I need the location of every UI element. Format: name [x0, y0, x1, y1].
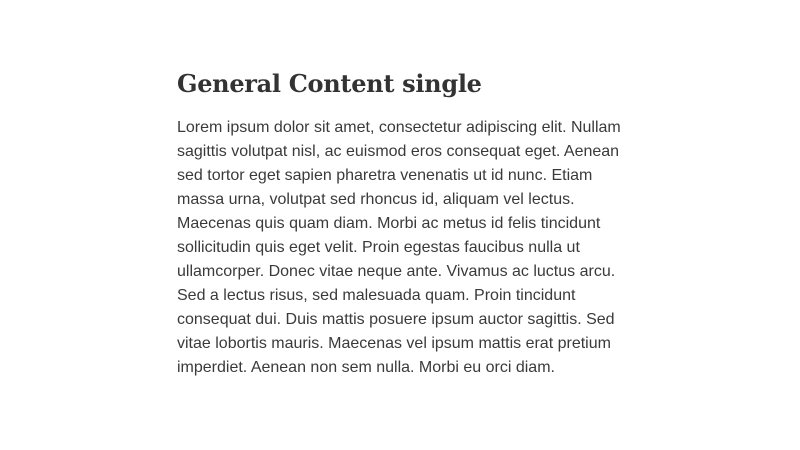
article-body: Lorem ipsum dolor sit amet, consectetur adipiscing elit. Nullam sagittis volutpat nisl, ac euismod eros consequat eget. Aenean sed tortor eget sapien pharetra venenatis ut id nunc. Etiam massa urna, volutpat sed rhoncus id, aliquam vel lectus. Maecenas quis quam diam. Morbi ac metus id felis tincidunt sollicitudin quis eget velit. Proin egestas faucibus nulla ut ullamcorper. Donec vitae neque ante. Vivamus ac luctus arcu. Sed a lectus risus, sed malesuada quam. Proin tincidunt consequat dui. Duis mattis posuere ipsum auctor sagittis. Sed vitae lobortis mauris. Maecenas vel ipsum mattis erat pretium imperdiet. Aenean non sem nulla. Morbi eu orci diam.: [177, 119, 621, 376]
article-title: General Content single: [177, 69, 482, 98]
content-article: [177, 66, 632, 380]
